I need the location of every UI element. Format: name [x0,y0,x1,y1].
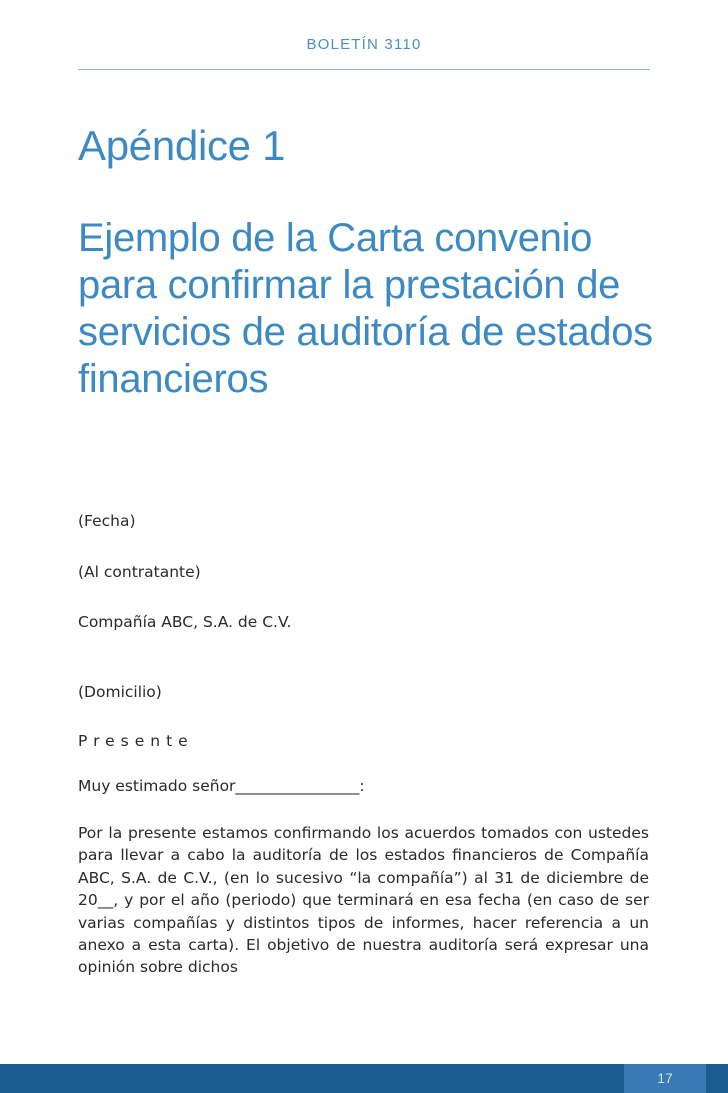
letter-salutation: Muy estimado señor________________: [78,777,365,795]
letter-recipient: (Al contratante) [78,563,201,581]
letter-body-paragraph: Por la presente estamos confirmando los acuerdos tomados con ustedes para llevar a cabo la auditoría de los estados financieros de Compañía ABC, S.A. de C.V., (en lo sucesivo “la compañía”) al 31 de diciembre de 20__, y por el año (periodo) que terminará en esa fecha (en caso de ser varias compañías y distintos tipos de informes, hacer referencia a un anexo a esta carta). El objetivo de nuestra auditoría será expresar una opinión sobre dichos [78,824,649,977]
footer-bar [0,1064,728,1093]
appendix-subtitle: Ejemplo de la Carta convenio para confirmar la prestación de servicios de auditoría de estados financieros [78,216,653,401]
running-header: BOLETÍN 3110 [306,36,422,53]
letter-presente: Presente [78,732,194,750]
page-number: 17 [624,1064,706,1093]
letter-company: Compañía ABC, S.A. de C.V. [78,613,292,631]
letter-address: (Domicilio) [78,683,162,701]
appendix-heading: Apéndice 1 [78,122,286,169]
header-divider [78,69,650,70]
letter-date: (Fecha) [78,512,136,530]
